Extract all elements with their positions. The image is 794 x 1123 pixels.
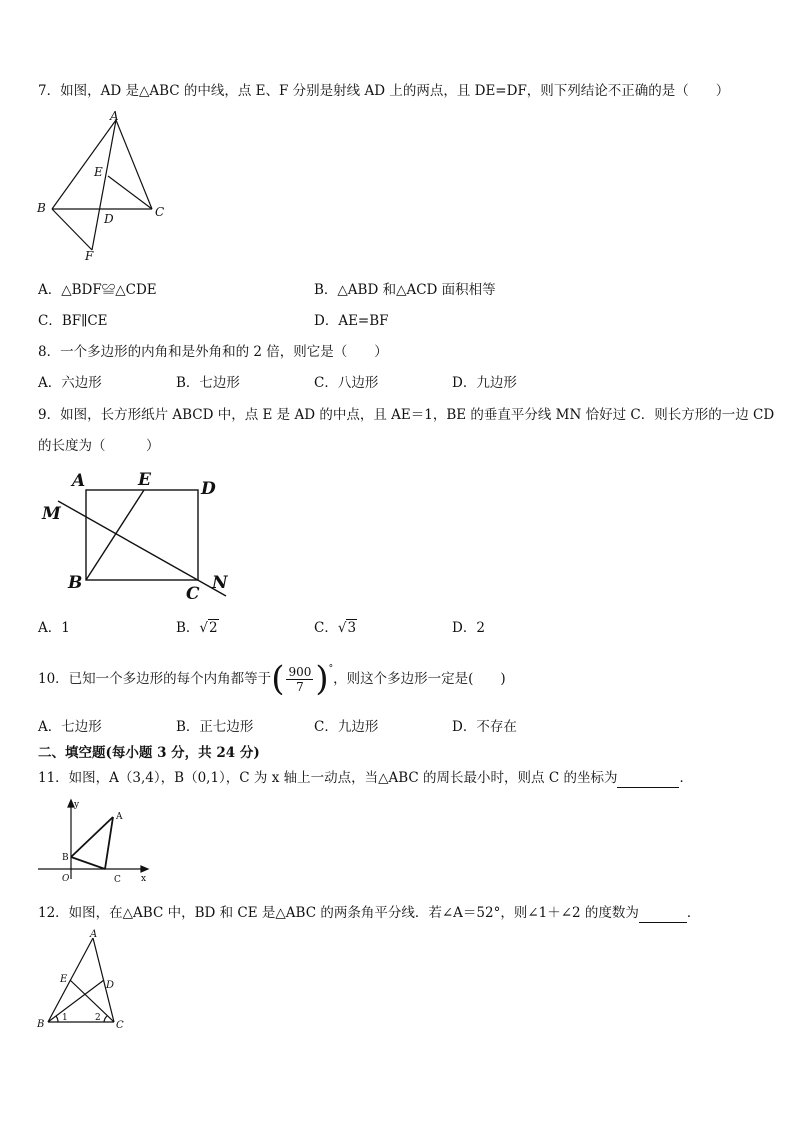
left-paren: ( xyxy=(271,659,285,699)
q12-angle1-arc xyxy=(56,1016,58,1022)
q11-seg-bc xyxy=(71,857,105,869)
q8-option-d: D．九边形 xyxy=(452,375,517,391)
q7-label-c: C xyxy=(155,205,165,219)
q9-option-b xyxy=(176,619,219,637)
q9-option-b-prefix: B． xyxy=(176,620,200,636)
q10-stem-prefix: 10．已知一个多边形的每个内角都等于 xyxy=(38,671,272,687)
q9-label-d: D xyxy=(201,479,216,499)
q9-label-b: B xyxy=(68,573,83,593)
q11-seg-ac xyxy=(105,817,113,869)
q8-option-c: C．八边形 xyxy=(314,375,379,391)
q10-frac-den: 7 xyxy=(296,679,304,694)
q11-stem xyxy=(38,769,693,788)
q12-stem xyxy=(38,904,700,923)
q11-label-x: x xyxy=(141,874,147,884)
q9-label-e: E xyxy=(138,470,151,490)
q10-stem-suffix: ，则这个多边形一定是( ) xyxy=(333,671,506,687)
q7-label-a: A xyxy=(110,109,119,123)
q10-degree: ° xyxy=(328,664,334,674)
q9-stem-line2: 的长度为（ ） xyxy=(38,438,160,454)
q7-option-a: A．△BDF≌△CDE xyxy=(38,282,157,298)
q7-label-f: F xyxy=(85,249,94,263)
q12-label-b: B xyxy=(37,1019,45,1030)
q10-fraction xyxy=(286,665,313,694)
q8-option-b: B．七边形 xyxy=(176,375,240,391)
q12-angle2-arc xyxy=(104,1016,107,1022)
q9-option-b-radicand: 2 xyxy=(209,620,218,636)
right-paren: ) xyxy=(315,659,329,699)
q10-option-a: A．七边形 xyxy=(38,719,102,735)
q11-x-arrow xyxy=(141,866,148,872)
q7-label-b: B xyxy=(37,201,46,215)
q9-option-d: D．2 xyxy=(452,620,485,636)
q9-option-c-radicand: 3 xyxy=(347,620,357,636)
q11-label-b: B xyxy=(62,853,69,863)
q10-option-d: D．不存在 xyxy=(452,719,517,735)
q11-label-y: y xyxy=(74,800,80,810)
q8-option-a: A．六边形 xyxy=(38,375,102,391)
q10-frac-num: 900 xyxy=(288,664,312,679)
q12-label-c: C xyxy=(116,1020,124,1031)
q7-seg-ab xyxy=(52,120,116,209)
q9-option-c xyxy=(314,619,357,637)
q7-seg-bf xyxy=(52,209,92,250)
q11-label-c: C xyxy=(114,875,121,885)
q10-option-b: B．正七边形 xyxy=(176,719,254,735)
q12-label-e: E xyxy=(60,974,68,985)
q7-option-b: B．△ABD 和△ACD 面积相等 xyxy=(314,282,496,298)
q9-option-c-prefix: C． xyxy=(314,620,338,636)
q11-stem-prefix: 11．如图，A（3,4），B（0,1），C 为 x 轴上一动点，当△ABC 的周长最小时，则点 C 的坐标为 xyxy=(38,770,618,786)
q12-answer-blank[interactable] xyxy=(639,904,687,923)
q12-stem-suffix: ． xyxy=(686,905,701,921)
q7-option-d: D．AE=BF xyxy=(314,313,389,329)
sqrt-symbol: √3 xyxy=(337,620,357,636)
q9-label-n: N xyxy=(212,573,228,593)
q12-stem-prefix: 12．如图，在△ABC 中，BD 和 CE 是△ABC 的两条角平分线．若∠A＝52°，则∠1＋∠2 的度数为 xyxy=(38,905,639,921)
q7-label-d: D xyxy=(104,212,114,226)
sqrt-symbol: √2 xyxy=(199,620,218,636)
q11-stem-suffix: ． xyxy=(679,770,693,786)
q9-figure xyxy=(34,466,244,606)
q11-seg-ba xyxy=(71,817,113,857)
q12-label-d: D xyxy=(106,980,115,991)
q11-label-a: A xyxy=(116,812,123,822)
q12-label-angle2: 2 xyxy=(95,1013,101,1023)
q9-line-mn xyxy=(58,501,226,596)
q11-figure xyxy=(34,797,154,887)
q7-label-e: E xyxy=(94,165,103,179)
q11-label-o: O xyxy=(62,874,70,884)
q12-label-angle1: 1 xyxy=(62,1013,68,1023)
q12-figure xyxy=(34,928,134,1032)
q9-label-m: M xyxy=(42,504,61,524)
q9-rectangle-abcd xyxy=(86,490,198,580)
q11-answer-blank[interactable] xyxy=(617,769,679,788)
q9-label-a: A xyxy=(72,471,86,491)
q10-stem xyxy=(38,656,506,702)
q9-seg-be xyxy=(86,490,144,580)
q10-option-c: C．九边形 xyxy=(314,719,379,735)
q7-stem: 7．如图，AD 是△ABC 的中线，点 E、F 分别是射线 AD 上的两点，且 DE=DF，则下列结论不正确的是（ ） xyxy=(38,83,730,99)
q7-figure xyxy=(30,108,180,268)
q12-label-a: A xyxy=(90,929,98,940)
q8-stem: 8．一个多边形的内角和是外角和的 2 倍，则它是（ ） xyxy=(38,344,388,360)
q7-option-c: C．BF∥CE xyxy=(38,313,108,329)
q9-stem-line1: 9．如图，长方形纸片 ABCD 中，点 E 是 AD 的中点，且 AE＝1，BE 的垂直平分线 MN 恰好过 C．则长方形的一边 CD xyxy=(38,407,775,423)
q9-option-a: A．1 xyxy=(38,620,70,636)
q9-label-c: C xyxy=(186,584,200,604)
section2-title: 二、填空题(每小题 3 分，共 24 分) xyxy=(38,745,260,761)
q7-seg-af xyxy=(92,120,116,250)
